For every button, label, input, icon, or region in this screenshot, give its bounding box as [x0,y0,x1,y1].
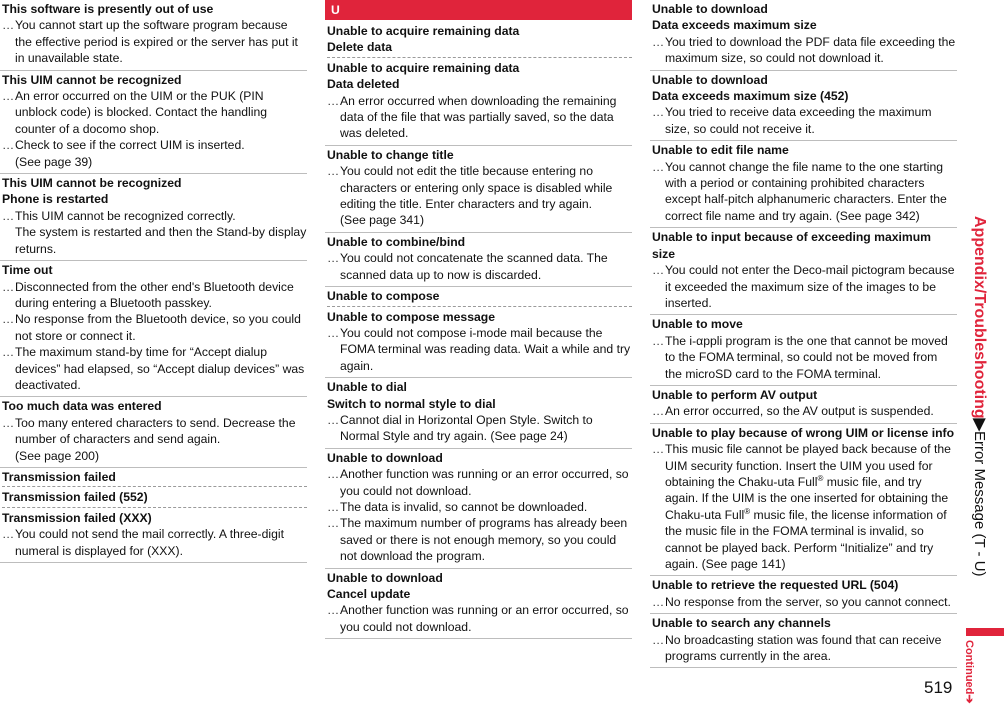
ellipsis-icon: … [652,404,665,419]
section-header-u: U [325,0,632,20]
error-entry [325,569,632,640]
ellipsis-icon: … [2,138,15,153]
error-description [2,17,307,66]
error-message-title: Unable to acquire remaining data Delete data [327,23,632,58]
error-message-title: Transmission failed [2,469,307,487]
error-message-title: Unable to search any channels [652,616,831,631]
error-description [2,88,307,137]
error-entry [325,378,632,449]
arrow-icon: ▶ [971,418,988,431]
ellipsis-icon: … [652,442,665,457]
error-description-text: You tried to receive data exceeding the maximum size, so could not receive it. [665,105,932,136]
error-entry [650,141,957,228]
ellipsis-icon: … [2,18,15,33]
ellipsis-icon: … [327,499,340,514]
right-tab-bar [966,628,1004,636]
error-message-title: Time out [2,263,53,278]
error-description [652,403,957,419]
column-middle [325,0,632,639]
error-description-text: You could not enter the Deco-mail pictogram because it exceeded the maximum size of the images to be inserted. [665,263,955,310]
error-description [2,526,307,559]
ellipsis-icon: … [652,105,665,120]
error-description-text: An error occurred on the UIM or the PUK (PIN unblock code) is blocked. Contact the handling counter of a docomo shop. [15,89,268,136]
error-description-text: The maximum stand-by time for “Accept dialup devices” had elapsed, so “Accept dialup devices” was deactivated. [15,345,305,392]
error-message-title: Unable to change title [327,147,454,162]
error-description [652,632,957,665]
column-middle-entries [325,22,632,639]
error-entry [650,614,957,668]
error-description-text: You cannot change the file name to the one starting with a period or containing prohibited characters except half-pitch alphanumeric characters. Enter the correct file name and try again. (See page 342) [665,159,947,223]
ellipsis-icon: … [652,632,665,647]
error-description-text: No response from the Bluetooth device, so you could not store or connect it. [15,312,301,343]
ellipsis-icon: … [327,516,340,531]
ellipsis-icon: … [652,263,665,278]
error-description-text: An error occurred, so the AV output is suspended. [665,404,934,419]
error-entry [650,576,957,614]
side-title-accent: Appendix/Troubleshooting [971,216,988,419]
ellipsis-icon: … [652,34,665,49]
ellipsis-icon: … [2,312,15,327]
error-message-title: Unable to download Data exceeds maximum size [652,2,817,33]
error-description-text: This music file cannot be played back because of the UIM security function. Insert the UIM you used for obtaining the Chaku-uta Full® music file, and try again. If the UIM is the one inserted for obtaining the Chaku-uta Full® music file, the license information of the music file in the FOMA terminal is invalid, so cannot be played back. Perform “Initialize” and try again. (See page 141) [665,442,951,571]
ellipsis-icon: … [652,333,665,348]
ellipsis-icon: … [2,345,15,360]
ellipsis-icon: … [327,325,340,340]
error-description-text: No response from the server, so you cannot connect. [665,594,951,609]
error-description [327,466,632,499]
error-entry [325,449,632,569]
error-message-title: Unable to play because of wrong UIM or license info [652,425,955,440]
error-description-text: No broadcasting station was found that can receive programs currently in the area. [665,632,942,664]
error-entry [650,0,957,71]
error-message-title: Unable to edit file name [652,143,789,158]
error-message-title: Unable to dial Switch to normal style to dial [327,380,496,411]
error-description [327,515,632,564]
ellipsis-icon: … [327,164,340,179]
error-message-title: Unable to input because of exceeding maximum size [652,230,932,261]
side-title [970,216,990,577]
error-description-text: This UIM cannot be recognized correctly. The system is restarted and then the Stand-by display returns. [15,208,307,256]
error-description-text: Another function was running or an error occurred, so you could not download. [340,603,629,634]
error-description-text: You could not edit the title because entering no characters or entering only space is disabled while editing the title. Enter characters and try again. (See page 341) [340,164,613,228]
error-message-title: Unable to download [327,450,443,465]
error-entry [325,22,632,146]
error-entry [0,71,307,174]
continued-label: Continued➔ [963,640,975,704]
side-title-sub: Error Message (T - U) [971,430,988,577]
error-description [652,594,957,610]
error-description [2,137,307,170]
error-entry [0,174,307,261]
error-description [652,333,957,382]
error-description-text: An error occurred when downloading the remaining data of the file that was partially saved, so the data was deleted. [340,93,617,141]
error-message-title: Unable to compose [327,288,632,306]
error-description-text: Cannot dial in Horizontal Open Style. Switch to Normal Style and try again. (See page 24) [340,412,593,444]
error-description [652,34,957,67]
error-entry [650,228,957,315]
error-entry [0,397,307,468]
error-description [652,441,957,572]
error-message-title: This UIM cannot be recognized Phone is restarted [2,176,182,207]
ellipsis-icon: … [327,251,340,266]
error-entry [650,315,957,386]
error-message-title: Unable to compose message [327,309,495,324]
error-entry [0,468,307,563]
error-message-title: Transmission failed (XXX) [2,510,152,525]
error-description-text: You could not concatenate the scanned data. The scanned data up to now is discarded. [340,251,608,282]
column-right [650,0,957,668]
error-description [327,499,632,515]
error-description [2,311,307,344]
error-message-title: Too much data was entered [2,399,162,414]
ellipsis-icon: … [2,208,15,223]
error-description [327,93,632,142]
page-number: 519 [924,678,953,697]
error-message-title: Unable to acquire remaining data Data deleted [327,60,520,92]
error-entry [325,287,632,378]
ellipsis-icon: … [327,603,340,618]
error-description [327,325,632,374]
error-description [2,279,307,312]
error-message-title: This software is presently out of use [2,2,214,16]
error-entry [650,71,957,142]
error-message-title: Unable to retrieve the requested URL (504) [652,578,899,593]
error-description [327,602,632,635]
error-entry [650,424,957,577]
error-description-text: You cannot start up the software program because the effective period is expired or the server has put it in unavailable state. [15,18,298,66]
error-description-text: Check to see if the correct UIM is inserted. (See page 39) [15,138,245,169]
error-entry [0,261,307,397]
error-description [327,163,632,229]
error-description-text: The i-αppli program is the one that cannot be moved to the FOMA terminal, so could not be moved from the microSD card to the FOMA terminal. [665,333,948,381]
error-description [2,344,307,393]
error-entry [325,146,632,233]
error-description [2,415,307,464]
error-description [652,104,957,137]
ellipsis-icon: … [652,159,665,174]
error-description-text: The data is invalid, so cannot be downloaded. [340,499,588,514]
ellipsis-icon: … [2,89,15,104]
column-left [0,0,307,563]
error-description-text: Too many entered characters to send. Decrease the number of characters and send again. (See page 200) [15,415,296,463]
ellipsis-icon: … [327,467,340,482]
error-description [652,262,957,311]
error-description [652,159,957,225]
error-description-text: The maximum number of programs has already been saved or there is not enough memory, so you could not download the program. [340,516,628,564]
error-entry [325,233,632,287]
error-description-text: Disconnected from the other end's Bluetooth device during entering a Bluetooth passkey. [15,279,294,310]
error-message-title: Unable to combine/bind [327,234,466,249]
ellipsis-icon: … [652,594,665,609]
ellipsis-icon: … [327,412,340,427]
ellipsis-icon: … [327,93,340,108]
ellipsis-icon: … [2,415,15,430]
error-description-text: You tried to download the PDF data file exceeding the maximum size, so could not download it. [665,34,956,66]
error-entry [0,0,307,71]
error-description [2,208,307,257]
error-description-text: You could not send the mail correctly. A three-digit numeral is displayed for (XXX). [15,527,284,558]
error-message-title: Transmission failed (552) [2,489,307,507]
error-message-title: Unable to perform AV output [652,387,818,402]
error-description-text: You could not compose i-mode mail because the FOMA terminal was reading data. Wait a while and try again. [340,325,631,373]
error-description [327,412,632,445]
ellipsis-icon: … [2,279,15,294]
error-message-title: Unable to download Cancel update [327,570,443,601]
error-message-title: Unable to download Data exceeds maximum size (452) [652,72,849,104]
error-description-text: Another function was running or an error occurred, so you could not download. [340,467,629,498]
error-message-title: Unable to move [652,317,743,332]
error-entry [650,386,957,424]
error-message-title: This UIM cannot be recognized [2,72,182,87]
ellipsis-icon: … [2,527,15,542]
error-description [327,250,632,283]
